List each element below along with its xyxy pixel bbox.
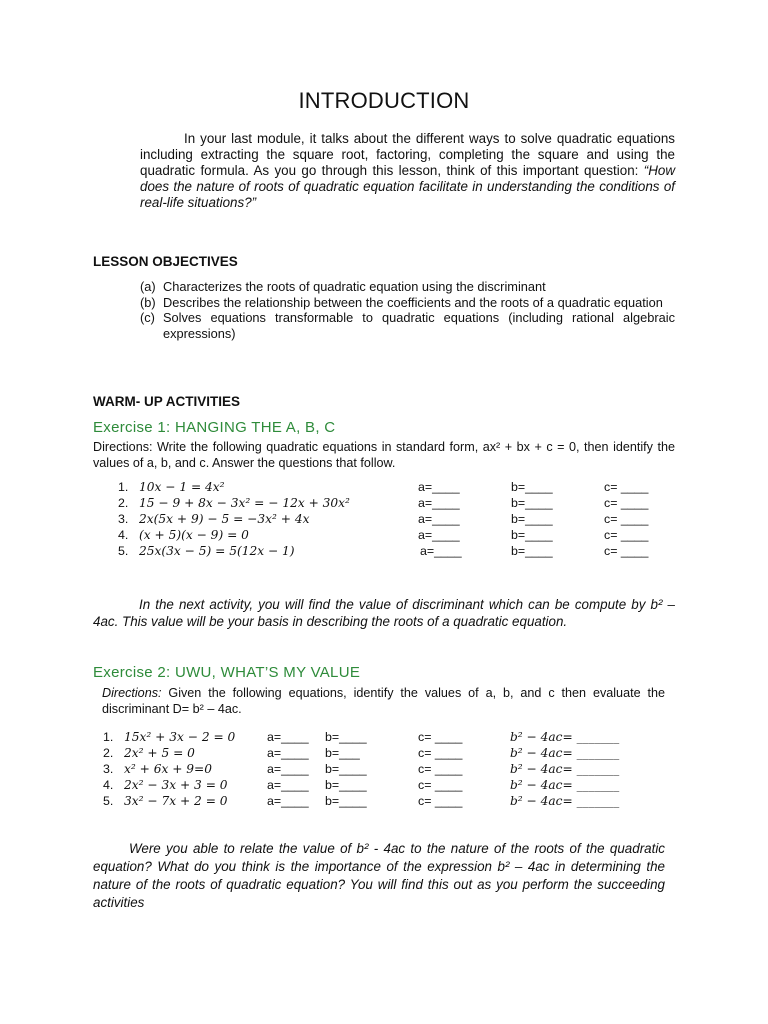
answer-b: b=____ [511, 544, 553, 558]
objectives-heading: LESSON OBJECTIVES [93, 254, 238, 269]
objective-item [140, 279, 675, 295]
answer-discriminant: b² − 4ac= _______ [510, 794, 620, 808]
item-equation: 2x² − 3x + 3 = 0 [124, 778, 228, 792]
item-number: 3. [103, 762, 114, 776]
exercise2-title: Exercise 2: UWU, WHAT’S MY VALUE [93, 664, 361, 681]
objective-item [140, 310, 675, 341]
note2 [93, 840, 665, 912]
exercise1-item [0, 543, 768, 559]
item-equation: 3x² − 7x + 2 = 0 [124, 794, 228, 808]
exercise1-title: Exercise 1: HANGING THE A, B, C [93, 419, 336, 436]
answer-c: c= ____ [418, 794, 463, 808]
intro-text: In your last module, it talks about the different ways to solve quadratic equations including extracting the square root, factoring, completing the square and using the quadratic formula. As you go through this lesson, think of this important question: [140, 131, 675, 178]
answer-a: a=____ [418, 512, 460, 526]
answer-a: a=____ [418, 496, 460, 510]
answer-c: c= ____ [604, 544, 649, 558]
objective-text: Solves equations transformable to quadratic equations (including rational algebraic expressions) [163, 310, 675, 341]
exercise1-directions [93, 439, 675, 471]
answer-b: b=____ [511, 528, 553, 542]
exercise2-item [0, 761, 768, 777]
item-number: 2. [103, 746, 114, 760]
item-number: 2. [118, 496, 129, 510]
answer-discriminant: b² − 4ac= _______ [510, 746, 620, 760]
objective-text: Describes the relationship between the coefficients and the roots of a quadratic equation [163, 294, 663, 310]
answer-c: c= ____ [418, 746, 463, 760]
item-equation: x² + 6x + 9=0 [124, 762, 213, 776]
item-number: 1. [118, 480, 129, 494]
answer-a: a=____ [420, 544, 462, 558]
item-equation: (x + 5)(x − 9) = 0 [139, 528, 249, 542]
objective-label: (b) [140, 294, 156, 310]
item-number: 4. [118, 528, 129, 542]
exercise1-item [0, 495, 768, 511]
answer-b: b=____ [325, 778, 367, 792]
item-equation: 15 − 9 + 8x − 3x² = − 12x + 30x² [139, 496, 350, 510]
exercise1-item [0, 479, 768, 495]
answer-c: c= ____ [418, 762, 463, 776]
exercise2-list [0, 729, 768, 813]
objective-item [140, 295, 675, 311]
answer-c: c= ____ [604, 512, 649, 526]
objective-label: (a) [140, 279, 156, 294]
answer-a: a=____ [267, 730, 309, 744]
answer-b: b=____ [511, 512, 553, 526]
answer-a: a=____ [418, 480, 460, 494]
item-equation: 15x² + 3x − 2 = 0 [124, 730, 236, 744]
page-title: INTRODUCTION [298, 88, 470, 113]
answer-b: b=____ [325, 730, 367, 744]
warmup-heading: WARM- UP ACTIVITIES [93, 394, 241, 409]
answer-a: a=____ [267, 778, 309, 792]
exercise1-item [0, 511, 768, 527]
answer-a: a=____ [267, 794, 309, 808]
exercise2-directions-text: Given the following equations, identify the values of a, b, and c then evaluate the discriminant D= b² – 4ac. [102, 686, 665, 716]
exercise1-directions-text: Directions: Write the following quadratic equations in standard form, ax² + bx + c = 0, then identify the values of a, b, and c. Answer the questions that follow. [93, 440, 675, 470]
item-number: 4. [103, 778, 114, 792]
answer-b: b=____ [325, 762, 367, 776]
exercise2-item [0, 729, 768, 745]
answer-a: a=____ [267, 762, 309, 776]
note1-text: In the next activity, you will find the value of discriminant which can be compute by b² – 4ac. This value will be your basis in describing the roots of a quadratic equation. [93, 597, 675, 629]
answer-c: c= ____ [418, 778, 463, 792]
item-number: 5. [103, 794, 114, 808]
answer-discriminant: b² − 4ac= _______ [510, 778, 620, 792]
answer-b: b=___ [325, 746, 360, 760]
intro-paragraph [140, 131, 675, 211]
item-equation: 25x(3x − 5) = 5(12x − 1) [139, 544, 295, 558]
answer-c: c= ____ [418, 730, 463, 744]
answer-b: b=____ [511, 496, 553, 510]
item-equation: 10x − 1 = 4x² [139, 480, 225, 494]
note2-text: Were you able to relate the value of b² - 4ac to the nature of the roots of the quadratic equation? What do you think is the importance of the expression b² – 4ac in determining the nature of the roots of quadratic equation? You will find this out as you perform the succeeding activities [93, 841, 665, 910]
exercise2-item [0, 745, 768, 761]
item-number: 5. [118, 544, 129, 558]
answer-a: a=____ [418, 528, 460, 542]
objectives-list [140, 279, 675, 341]
answer-a: a=____ [267, 746, 309, 760]
exercise2-item [0, 793, 768, 809]
item-number: 1. [103, 730, 114, 744]
exercise2-directions [102, 685, 665, 717]
exercise1-list [0, 479, 768, 563]
objective-label: (c) [140, 310, 155, 325]
answer-b: b=____ [325, 794, 367, 808]
item-equation: 2x² + 5 = 0 [124, 746, 195, 760]
item-number: 3. [118, 512, 129, 526]
answer-discriminant: b² − 4ac= _______ [510, 762, 620, 776]
exercise1-item [0, 527, 768, 543]
note1 [93, 596, 675, 630]
answer-c: c= ____ [604, 496, 649, 510]
answer-c: c= ____ [604, 528, 649, 542]
answer-b: b=____ [511, 480, 553, 494]
answer-c: c= ____ [604, 480, 649, 494]
answer-discriminant: b² − 4ac= _______ [510, 730, 620, 744]
objective-text: Characterizes the roots of quadratic equation using the discriminant [163, 279, 546, 294]
exercise2-directions-label: Directions: [102, 686, 162, 700]
intro-question: “How does the nature of roots of quadratic equation facilitate in understanding the conditions of real-life situations?” [140, 163, 675, 210]
item-equation: 2x(5x + 9) − 5 = −3x² + 4x [139, 512, 310, 526]
exercise2-item [0, 777, 768, 793]
